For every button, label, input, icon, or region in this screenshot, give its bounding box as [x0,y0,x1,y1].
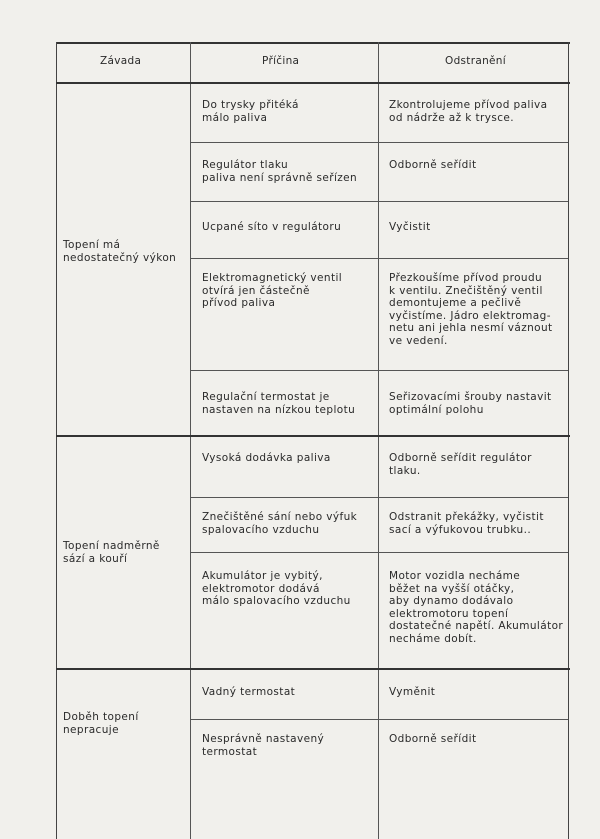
fault-cell: Doběh topení nepracuje [63,711,139,736]
header-bottom-border [56,82,570,84]
remedy-cell: Vyměnit [389,686,436,698]
row-separator [190,258,568,259]
remedy-cell: Seřizovacími šrouby nastavit optimální polohu [389,391,552,416]
table-left-border [56,42,57,839]
cause-cell: Do trysky přitéká málo paliva [202,99,299,124]
cause-cell: Regulační termostat je nastaven na nízkou teplotu [202,391,356,416]
row-separator [190,552,568,553]
fault-cell: Topení nadměrně sází a kouří [63,540,160,565]
cause-cell: Znečištěné sání nebo výfuk spalovacího vzduchu [202,511,358,536]
row-separator [190,719,568,720]
remedy-cell: Přezkoušíme přívod proudu k ventilu. Znečištěný ventil demontujeme a pečlivě vyčistíme. Jádro elektromag- netu ani jehla nesmí váznout ve vedení. [389,272,553,347]
cause-cell: Vadný termostat [202,686,296,698]
remedy-cell: Odborně seřídit [389,159,477,171]
fault-cell: Topení má nedostatečný výkon [63,239,177,264]
row-separator [190,201,568,202]
row-separator [190,370,568,371]
remedy-cell: Zkontrolujeme přívod paliva od nádrže až k trysce. [389,99,548,124]
remedy-cell: Odborně seřídit [389,733,477,745]
remedy-cell: Vyčistit [389,221,431,233]
row-separator [190,142,568,143]
header-remedy: Odstranění [445,55,506,67]
cause-cell: Nesprávně nastavený termostat [202,733,325,758]
table-top-border [56,42,570,44]
remedy-cell: Motor vozidla necháme běžet na vyšší otáčky, aby dynamo dodávalo elektromotoru topení dostatečné napětí. Akumulátor necháme dobít. [389,570,564,645]
header-fault: Závada [100,55,142,67]
cause-cell: Ucpané síto v regulátoru [202,221,342,233]
group-separator [56,668,570,670]
cause-cell: Vysoká dodávka paliva [202,452,331,464]
remedy-cell: Odborně seřídit regulátor tlaku. [389,452,532,477]
row-separator [190,497,568,498]
cause-cell: Akumulátor je vybitý, elektromotor dodává málo spalovacího vzduchu [202,570,351,608]
remedy-cell: Odstranit překážky, vyčistit sací a výfukovou trubku.. [389,511,544,536]
table-right-border [568,42,569,839]
group-separator [56,435,570,437]
header-cause: Příčina [262,55,300,67]
cause-cell: Regulátor tlaku paliva není správně seřízen [202,159,358,184]
cause-cell: Elektromagnetický ventil otvírá jen částečně přívod paliva [202,272,343,310]
